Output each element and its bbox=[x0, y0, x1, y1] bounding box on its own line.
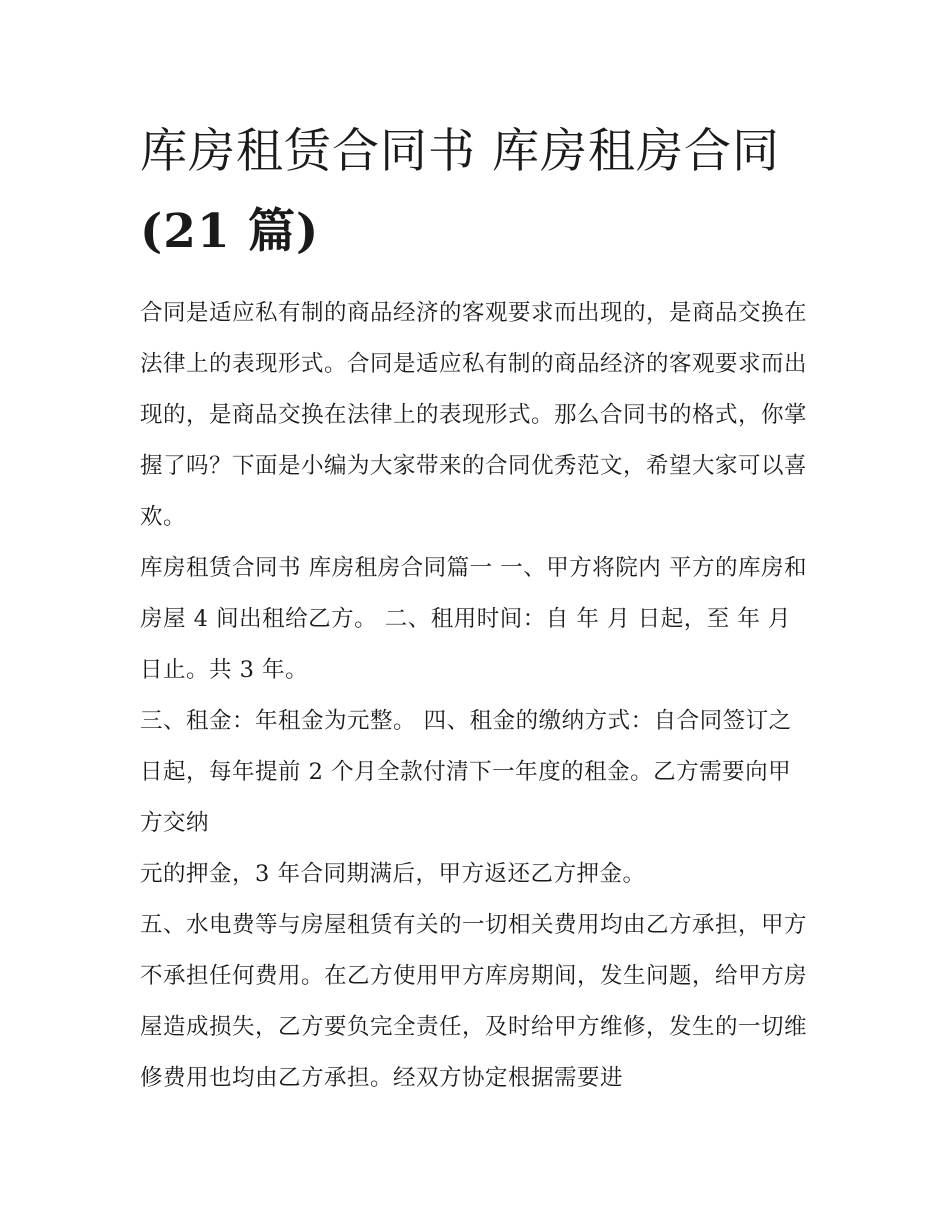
clause-paragraph-3: 元的押金，3 年合同期满后，甲方返还乙方押金。 bbox=[140, 861, 646, 887]
clause-paragraph-2: 三、租金：年租金为元整。 四、租金的缴纳方式：自合同签订之日起，每年提前 2 个月全款付清下一年度的租金。乙方需要向甲方交纳 bbox=[140, 708, 792, 836]
clause-paragraph-4: 五、水电费等与房屋租赁有关的一切相关费用均由乙方承担，甲方不承担任何费用。在乙方使用甲方库房期间，发生问题，给甲方房屋造成损失，乙方要负完全责任，及时给甲方维修，发生的一切维修费用也均由乙方承担。经双方协定根据需要进 bbox=[140, 912, 808, 1091]
document-title bbox=[140, 112, 812, 272]
title-main: 库房租赁合同书 库房租房合同 bbox=[140, 124, 780, 179]
document-page bbox=[140, 112, 812, 1104]
clause-paragraph-1: 库房租赁合同书 库房租房合同篇一 一、甲方将院内 平方的库房和房屋 4 间出租给乙方。 二、租用时间：自 年 月 日起，至 年 月 日止。共 3 年。 bbox=[140, 555, 807, 683]
intro-paragraph: 合同是适应私有制的商品经济的客观要求而出现的，是商品交换在法律上的表现形式。合同是适应私有制的商品经济的客观要求而出现的，是商品交换在法律上的表现形式。那么合同书的格式，你掌握了吗？下面是小编为大家带来的合同优秀范文，希望大家可以喜欢。 bbox=[140, 300, 808, 530]
title-count: (21 篇) bbox=[140, 204, 320, 259]
